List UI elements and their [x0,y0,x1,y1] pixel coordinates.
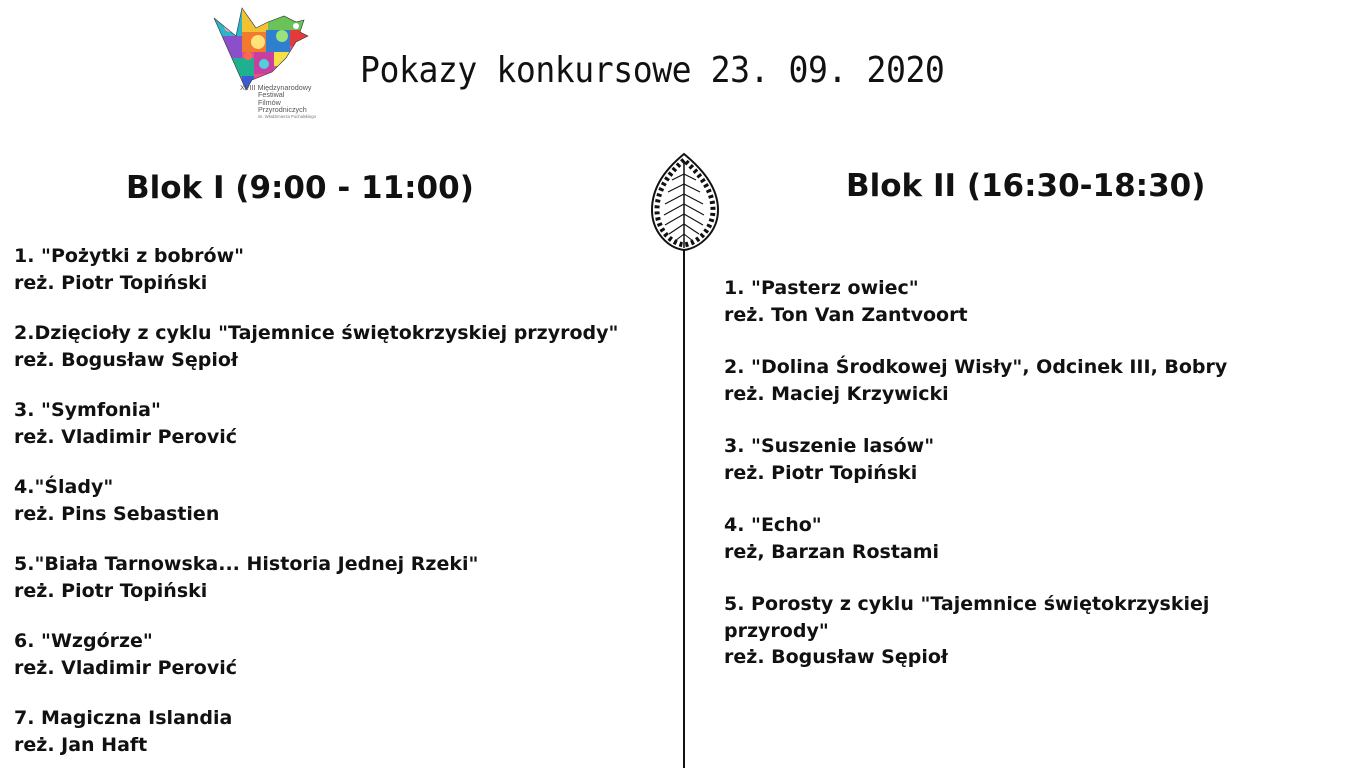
logo-line: Filmów [258,97,281,107]
page-title: Pokazy konkursowe 23. 09. 2020 [360,50,945,91]
film-director: reż. Pins Sebastien [14,502,220,525]
list-item [14,320,674,373]
film-director: reż. Vladimir Perović [14,425,237,448]
logo-line: Przyrodniczych [258,105,307,115]
film-title: 2. "Dolina Środkowej Wisły", Odcinek III, Bobry [724,356,1228,378]
film-director: reż. Piotr Topiński [14,579,208,602]
list-item [14,474,674,527]
film-title: 1. "Pożytki z bobrów" [14,245,245,267]
list-item [724,591,1324,671]
list-item [14,551,674,604]
logo-line: XVIII Międzynarodowy [240,83,312,92]
film-director: reż. Vladimir Perović [14,656,237,679]
film-title: 4. "Echo" [724,514,822,536]
film-director: reż. Jan Haft [14,733,148,756]
block-1-title: Blok I (9:00 - 11:00) [126,170,474,206]
logo-line: Festiwal [258,90,285,100]
list-item [724,354,1324,407]
film-title: 5."Biała Tarnowska... Historia Jednej Rzeki" [14,553,479,575]
list-item [14,397,674,450]
list-item [724,512,1324,565]
film-title: 3. "Suszenie lasów" [724,435,935,457]
leaf-icon [650,152,720,768]
film-director: reż, Barzan Rostami [724,540,940,563]
film-director: reż. Piotr Topiński [724,461,918,484]
list-item [724,433,1324,486]
leaf-divider [650,152,720,768]
logo-line: im. Włodzimierza Puchalskiego [258,113,316,119]
film-director: reż. Ton Van Zantvoort [724,303,968,326]
list-item [14,705,674,758]
block-2-title: Blok II (16:30-18:30) [846,168,1206,204]
film-title: 6. "Wzgórze" [14,630,153,652]
list-item [14,243,674,296]
film-title: 2.Dzięcioły z cyklu "Tajemnice świętokrzyskiej przyrody" [14,322,619,344]
block-1-film-list [14,243,674,768]
film-director: reż. Maciej Krzywicki [724,382,949,405]
block-2-film-list [724,275,1324,697]
list-item [724,275,1324,328]
film-title: 7. Magiczna Islandia [14,707,233,729]
film-director: reż. Piotr Topiński [14,271,208,294]
list-item [14,628,674,681]
film-title: 4."Ślady" [14,476,114,498]
film-director: reż. Bogusław Sępioł [14,348,238,371]
film-title: 3. "Symfonia" [14,399,161,421]
film-director: reż. Bogusław Sępioł [724,646,948,668]
logo-caption [240,84,316,120]
film-title: 1. "Pasterz owiec" [724,277,919,299]
film-title: 5. Porosty z cyklu "Tajemnice świętokrzyskiej przyrody" [724,593,1210,642]
